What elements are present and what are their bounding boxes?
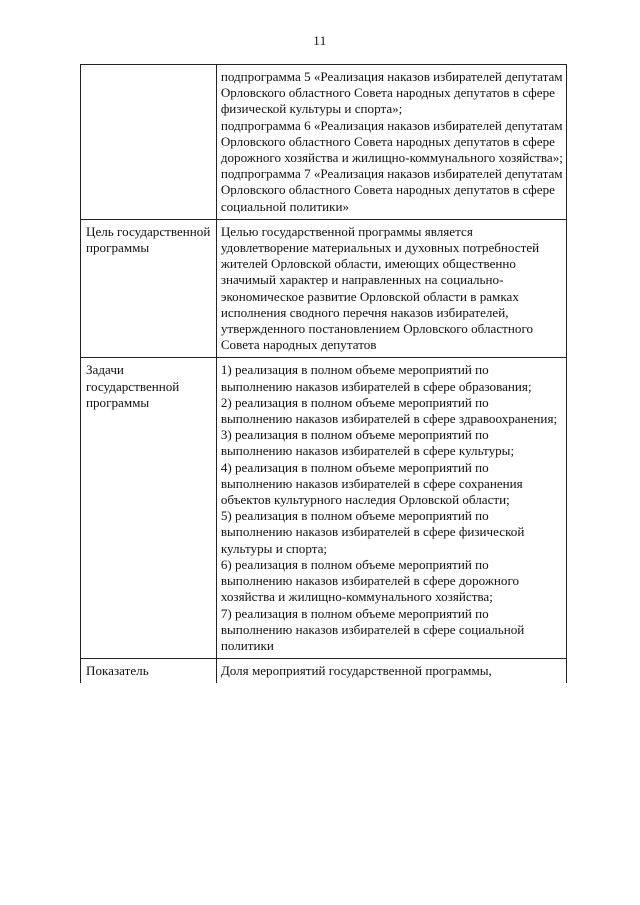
goal-text: Целью государственной программы является удовлетворение материальных и духовных потребностей жителей Орловской области, имеющих общественно значимый характер и направленных на социально-экономическое развитие Орловской области в рамках исполнения сводного перечня наказов избирателей, утвержденного постановлением Орловского областного Совета народных депутатов: [220, 223, 540, 353]
row-content-subprograms: [216, 65, 566, 220]
task-5-text: 5) реализация в полном объеме мероприятий по выполнению наказов избирателей в сфере физической культуры и спорта;: [220, 508, 525, 556]
table-row-indicator: [81, 659, 567, 684]
subprogram-6-text: подпрограмма 6 «Реализация наказов избирателей депутатам Орловского областного Совета народных депутатов в сфере дорожного хозяйства и жилищно-коммунального хозяйства»;: [220, 117, 563, 166]
program-passport-table: [80, 64, 567, 683]
row-label-empty: [81, 65, 217, 220]
task-6-text: 6) реализация в полном объеме мероприятий по выполнению наказов избирателей в сфере дорожного хозяйства и жилищно-коммунального хозяйства;: [220, 556, 520, 605]
task-7-text: 7) реализация в полном объеме мероприятий по выполнению наказов избирателей в сфере социальной политики: [220, 605, 525, 653]
page-number: 11: [313, 33, 327, 48]
task-3-text: 3) реализация в полном объеме мероприятий по выполнению наказов избирателей в сфере культуры;: [220, 427, 515, 459]
row-content-tasks: [216, 358, 566, 659]
task-4-text: 4) реализация в полном объеме мероприятий по выполнению наказов избирателей в сфере сохранения объектов культурного наследия Орловской области;: [220, 459, 523, 508]
table-row-tasks: [81, 358, 567, 659]
row-content-goal: [216, 219, 566, 358]
row-label-indicator: Показатель: [81, 659, 217, 684]
row-content-indicator: [216, 659, 566, 684]
indicator-text: Доля мероприятий государственной программы,: [220, 663, 492, 679]
subprogram-5-text: подпрограмма 5 «Реализация наказов избирателей депутатам Орловского областного Совета народных депутатов в сфере физической культуры и спорта»;: [220, 69, 563, 117]
table-row-subprograms: [81, 65, 567, 220]
row-label-goal: Цель государственной программы: [81, 219, 217, 358]
task-1-text: 1) реализация в полном объеме мероприятий по выполнению наказов избирателей в сфере образования;: [220, 362, 532, 394]
subprogram-7-text: подпрограмма 7 «Реализация наказов избирателей депутатам Орловского областного Совета народных депутатов в сфере социальной политики»: [220, 166, 563, 214]
row-label-tasks: Задачи государственной программы: [81, 358, 217, 659]
task-2-text: 2) реализация в полном объеме мероприятий по выполнению наказов избирателей в сфере здравоохранения;: [220, 394, 558, 427]
table-row-goal: [81, 219, 567, 358]
